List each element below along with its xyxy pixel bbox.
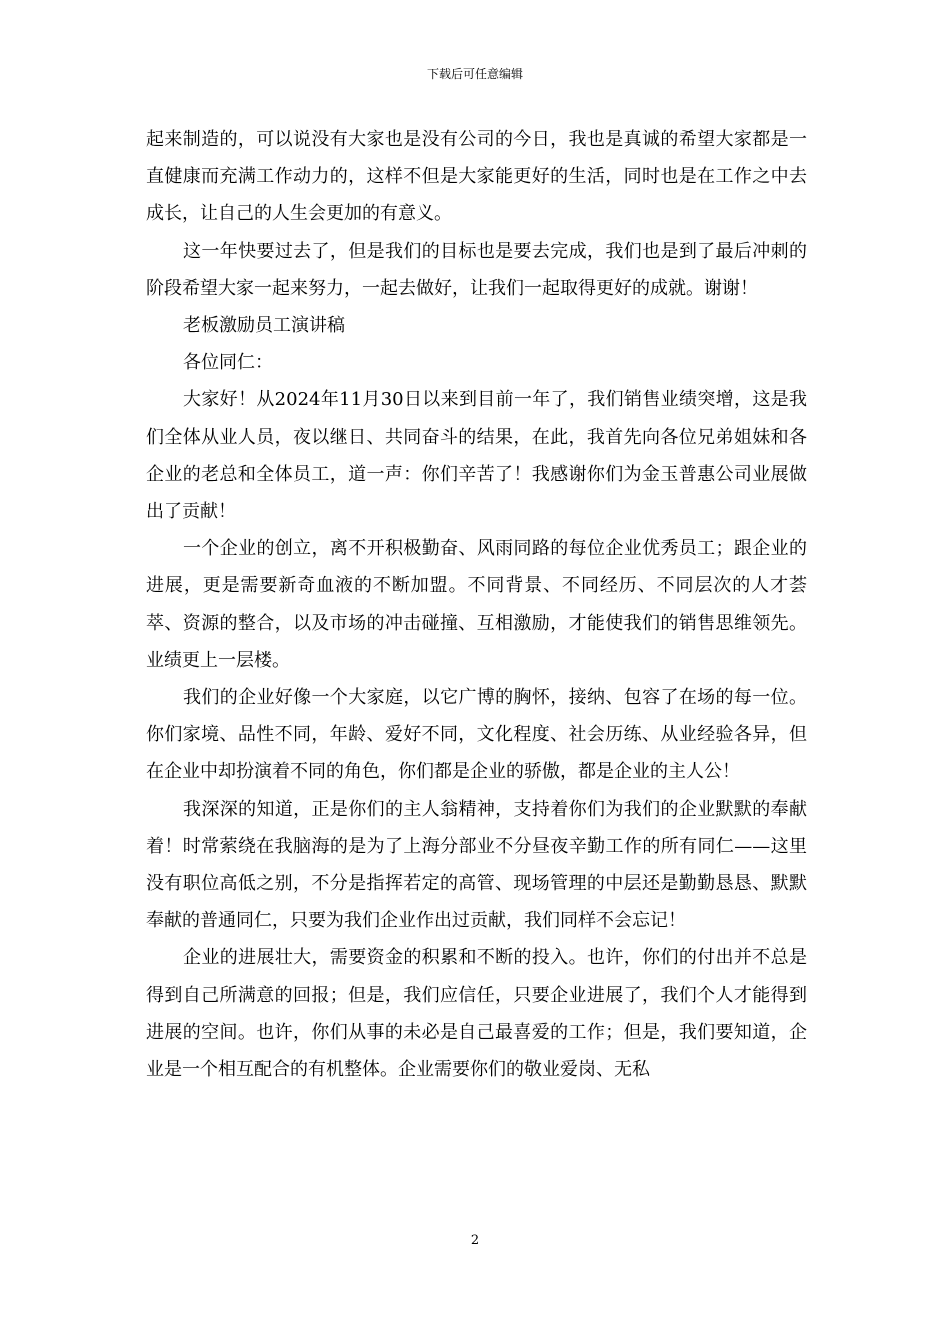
document-body bbox=[146, 121, 807, 1088]
paragraph-9: 企业的进展壮大，需要资金的积累和不断的投入。也许，你们的付出并不总是得到自己所满意的回报；但是，我们应信任，只要企业进展了，我们个人才能得到进展的空间。也许，你们从事的未必是自己最喜爱的工作；但是，我们要知道，企业是一个相互配合的有机整体。企业需要你们的敬业爱岗、无私 bbox=[146, 947, 807, 1081]
page-number: 2 bbox=[470, 1233, 480, 1248]
paragraph-6: 一个企业的创立，离不开积极勤奋、风雨同路的每位企业优秀员工；跟企业的进展，更是需要新奇血液的不断加盟。不同背景、不同经历、不同层次的人才荟萃、资源的整合，以及市场的冲击碰撞、互相激励，才能使我们的销售思维领先。业绩更上一层楼。 bbox=[146, 538, 807, 671]
salutation: 各位同仁： bbox=[183, 352, 273, 374]
paragraph-7: 我们的企业好像一个大家庭，以它广博的胸怀，接纳、包容了在场的每一位。你们家境、品性不同，年龄、爱好不同，文化程度、社会历练、从业经验各异，但在企业中却扮演着不同的角色，你们都是企业的骄傲，都是企业的主人公！ bbox=[146, 687, 807, 783]
paragraph-1: 起来制造的，可以说没有大家也是没有公司的今日，我也是真诚的希望大家都是一直健康而充满工作动力的，这样不但是大家能更好的生活，同时也是在工作之中去成长，让自己的人生会更加的有意义。 bbox=[146, 129, 807, 225]
paragraph-5: 大家好！从2024年11月30日以来到目前一年了，我们销售业绩突增，这是我们全体从业人员，夜以继日、共同奋斗的结果，在此，我首先向各位兄弟姐妹和各企业的老总和全体员工，道一声：你们辛苦了！我感谢你们为金玉普惠公司业展做出了贡献！ bbox=[146, 389, 807, 523]
paragraph-2: 这一年快要过去了，但是我们的目标也是要去完成，我们也是到了最后冲刺的阶段希望大家一起来努力，一起去做好，让我们一起取得更好的成就。谢谢！ bbox=[146, 240, 807, 299]
page-header: 下载后可任意编辑 bbox=[426, 67, 523, 81]
speech-title: 老板激励员工演讲稿 bbox=[183, 315, 345, 337]
paragraph-8: 我深深的知道，正是你们的主人翁精神，支持着你们为我们的企业默默的奉献着！时常萦绕在我脑海的是为了上海分部业不分昼夜辛勤工作的所有同仁——这里没有职位高低之别，不分是指挥若定的高管、现场管理的中层还是勤勤恳恳、默默奉献的普通同仁，只要为我们企业作出过贡献，我们同样不会忘记！ bbox=[146, 798, 807, 932]
